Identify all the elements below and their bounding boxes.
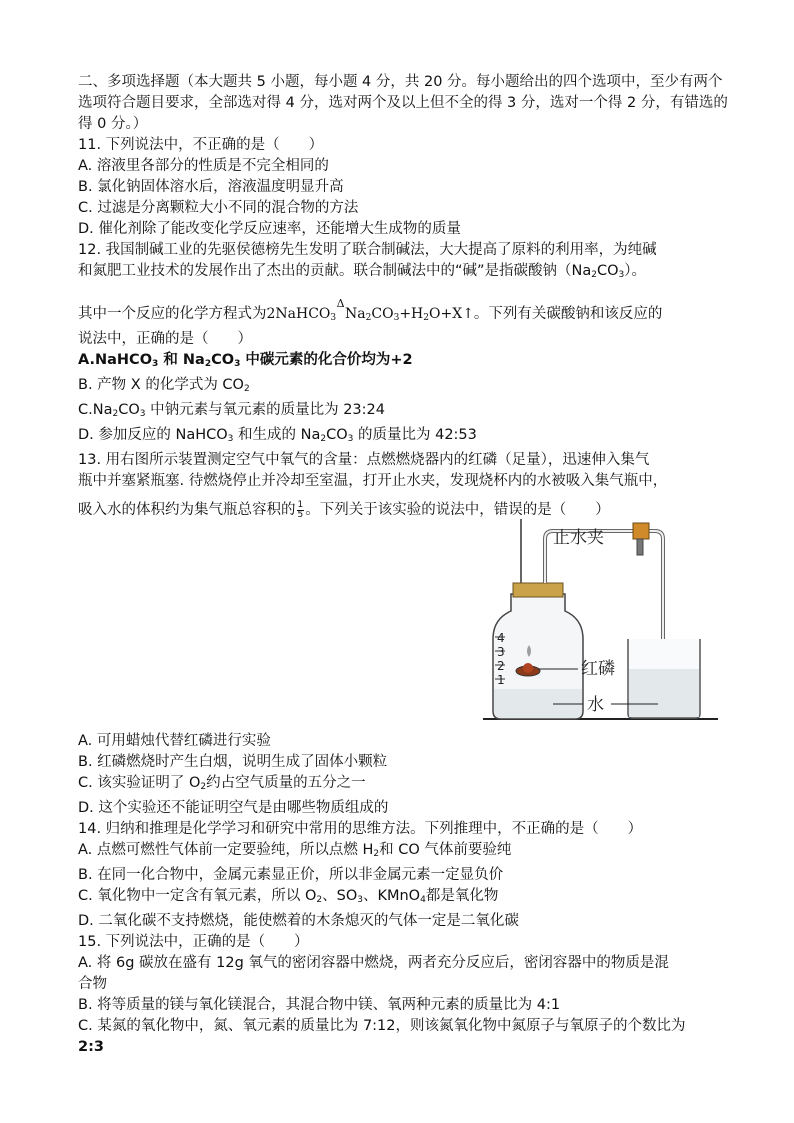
q12-option-c: $C.Na_2CO_3$ 中钠元素与氧元素的质量比为 23:24 [78,402,385,419]
label-water: 水 [587,695,604,715]
scale-mark-1: 1 [497,673,505,687]
chemical-equation: 2NaHCO$_3$ Δ $Na_2CO_3+H_2O+X↑$ [266,297,474,323]
q15-option-c-line2: 2:3 [78,1039,104,1055]
q13-option-d: D. 这个实验还不能证明空气是由哪些物质组成的 [78,800,389,816]
q14-stem: 14. 归纳和推理是化学学习和研究中常用的思维方法。下列推理中，不正确的是（ ） [78,821,643,837]
oxygen-apparatus-figure [483,519,718,721]
apparatus-drawing [483,519,718,721]
fraction-one-fifth: $\frac{1}{5}$ [297,499,304,520]
section-header: 二、多项选择题（本大题共 5 小题，每小题 4 分，共 20 分。每小题给出的四个选项中，至少有两个选项符合题目要求，全部选对得 4 分，选对两个及以上但不全的得 3 分，选对一个得 2 分，有错选的得 0 分。） [78,74,728,132]
label-phosphorus: 红磷 [581,659,615,679]
beaker-water [629,669,699,717]
scale-mark-4: 4 [497,631,505,645]
q12-stem-line4: 说法中，正确的是（ ） [78,331,252,347]
bottle-stopper [513,583,563,597]
red-phosphorus [523,663,533,673]
q13-stem-line3: 吸入水的体积约为集气瓶总容积的 $\frac{1}{5}$ 。下列关于该实验的说法中，错误的是（ ） [78,499,610,520]
q15-stem: 15. 下列说法中，正确的是（ ） [78,934,309,950]
scale-mark-2: 2 [497,659,505,673]
q12-stem-line3: 其中一个反应的化学方程式为2NaHCO$_3$ Δ $Na_2CO_3+H_2O+X↑$。下列有关碳酸钠和该反应的 [78,297,663,323]
q11-stem: 11. 下列说法中，不正确的是（ ） [78,137,324,153]
q13-option-b: B. 红磷燃烧时产生白烟，说明生成了固体小颗粒 [78,754,388,770]
q15-option-a-line1: A. 将 6g 碳放在盛有 12g 氧气的密闭容器中燃烧，两者充分反应后，密闭容器中的物质是混 [78,955,669,971]
q15-option-a-line2: 合物 [78,976,107,992]
q11-option-d: D. 催化剂除了能改变化学反应速率，还能增大生成物的质量 [78,221,461,237]
q12-option-b: B. 产物 X 的化学式为 $CO_2$ [78,377,250,394]
q12-option-a: A.NaHCO$_3$ 和 $Na_2CO_3$ 中碳元素的化合价均为+2 [78,352,413,369]
q13-stem-line2: 瓶中并塞紧瓶塞. 待燃烧停止并冷却至室温，打开止水夹，发现烧杯内的水被吸入集气瓶中， [78,473,668,489]
q15-option-c-line1: C. 某氮的氧化物中，氮、氧元素的质量比为 7:12，则该氮氧化物中氮原子与氧原子的个数比为 [78,1018,686,1034]
label-clamp: 止水夹 [553,528,604,548]
q11-option-a: A. 溶液里各部分的性质是不完全相同的 [78,158,329,174]
q13-option-a: A. 可用蜡烛代替红磷进行实验 [78,733,271,749]
water-stop-clamp [633,523,649,539]
q12-stem-line2: 和氮肥工业技术的发展作出了杰出的贡献。联合制碱法中的“碱”是指碳酸钠$(Na_2CO_3)$。 [78,263,647,280]
q13-option-c: C. 该实验证明了 $O_2$约占空气质量的五分之一 [78,775,366,792]
q13-stem-line1: 13. 用右图所示装置测定空气中氧气的含量：点燃燃烧器内的红磷（足量），迅速伸入集气 [78,452,650,468]
q12-option-d: D. 参加反应的 NaHCO$_3$ 和生成的 $Na_2CO_3$ 的质量比为 42:53 [78,427,477,444]
q14-option-a: A. 点燃可燃性气体前一定要验纯，所以点燃 $H_2$和 CO 气体前要验纯 [78,842,512,859]
q14-option-c: C. 氧化物中一定含有氧元素，所以 $O_2$、$SO_3$、KMnO$_4$都是氧化物 [78,888,499,905]
scale-mark-3: 3 [497,645,505,659]
q11-option-c: C. 过滤是分离颗粒大小不同的混合物的方法 [78,200,359,216]
q12-stem-line1: 12. 我国制碱工业的先驱侯德榜先生发明了联合制碱法，大大提高了原料的利用率，为纯碱 [78,242,657,258]
q15-option-b: B. 将等质量的镁与氧化镁混合，其混合物中镁、氧两种元素的质量比为 4:1 [78,997,561,1013]
q11-option-b: B. 氯化钠固体溶水后，溶液温度明显升高 [78,179,344,195]
clamp-handle [637,539,643,555]
q14-option-b: B. 在同一化合物中，金属元素显正价，所以非金属元素一定显负价 [78,867,504,883]
q14-option-d: D. 二氧化碳不支持燃烧，能使燃着的木条熄灭的气体一定是二氧化碳 [78,913,519,929]
